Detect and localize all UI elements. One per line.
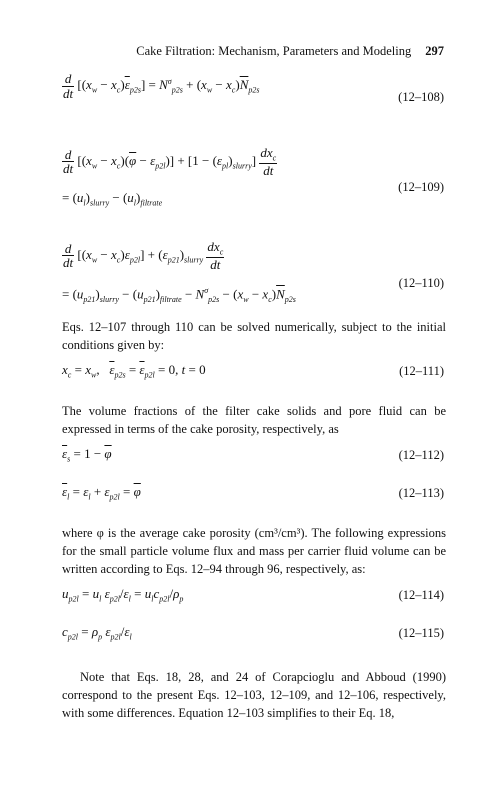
equation-12-108: $\frac{d}{dt}$ $[(x_w - x_c)\overline{\varepsilon}_{p2s}] = N^\sigma_{p2s} + (x_w - x_c)\overline{N}_{p2s}$	[63, 71, 260, 101]
equation-number: (12–112)	[398, 448, 444, 462]
equation-number: (12–110)	[398, 276, 444, 290]
paragraph-initial-conditions: Eqs. 12–107 through 110 can be solved numerically, subject to the initial conditions given by:	[62, 320, 446, 352]
equation-12-113: $\overline{\varepsilon}_l = \varepsilon_l + \varepsilon_{p2l} = \overline{\varphi}$	[62, 484, 141, 502]
equation-12-112: $\overline{\varepsilon}_s = 1 - \overline{\varphi}$	[62, 446, 112, 464]
equation-12-114: $u_{p2l} = u_l$ $\varepsilon_{p2l}/\varepsilon_l = u_lc_{p2l}/\rho_p$	[62, 586, 184, 604]
equation-12-115: $c_{p2l} = \rho_p$ $\varepsilon_{p2l}/\varepsilon_l$	[62, 624, 132, 642]
equation-number: (12–113)	[398, 486, 444, 500]
equation-number: (12–115)	[398, 626, 444, 640]
running-title: Cake Filtration: Mechanism, Parameters and Modeling	[136, 44, 412, 58]
equation-number: (12–109)	[398, 180, 444, 194]
equation-12-110-line-2: = $(u_{p21})_{slurry} - (u_{p21})_{filtrate} - N^\sigma_{p2s} - (x_w - x_c)\overline{N}_{p2s}$	[62, 286, 296, 304]
equation-12-110-line-1: $\frac{d}{dt}$ $[(x_w - x_c)\varepsilon_{p2l}] + (\varepsilon_{p21})_{slurry}$ $\frac{dx_c}{dt}$	[63, 239, 224, 272]
paragraph-note: Note that Eqs. 18, 28, and 24 of Corapcioglu and Abboud (1990) correspond to the present Eqs. 12–103, 12–109, and 12–106, respectively, with some differences. Equation 12–103 simplifies to their Eq. 18,	[62, 670, 446, 720]
equation-number: (12–111)	[399, 364, 444, 378]
paragraph-volume-fractions: The volume fractions of the filter cake solids and pore fluid can be expressed in terms of the cake porosity, respectively, as	[62, 404, 446, 436]
running-header	[60, 44, 444, 59]
equation-12-109-line-2: = $(u_l)_{slurry} - (u_l)_{filtrate}$	[62, 190, 163, 208]
page-number: 297	[425, 44, 444, 58]
equation-12-111: $x_c = x_w$, $\overline{\varepsilon}_{p2s} = \overline{\varepsilon}_{p2l} = 0$, t = 0	[62, 362, 206, 380]
equation-number: (12–108)	[398, 90, 444, 104]
equation-12-109-line-1: $\frac{d}{dt}$ $[(x_w - x_c)(\overline{\varphi} - \varepsilon_{p2l})] + [1 - (\varepsilon_{pl})_{slurry}]$ $\frac{dx_c}{dt}$	[63, 145, 277, 178]
equation-number: (12–114)	[398, 588, 444, 602]
paragraph-particle-flux: where φ is the average cake porosity (cm³/cm³). The following expressions for the small particle volume flux and mass per carrier fluid volume can be written according to Eqs. 12–94 through 96, respectively, as:	[62, 526, 446, 576]
